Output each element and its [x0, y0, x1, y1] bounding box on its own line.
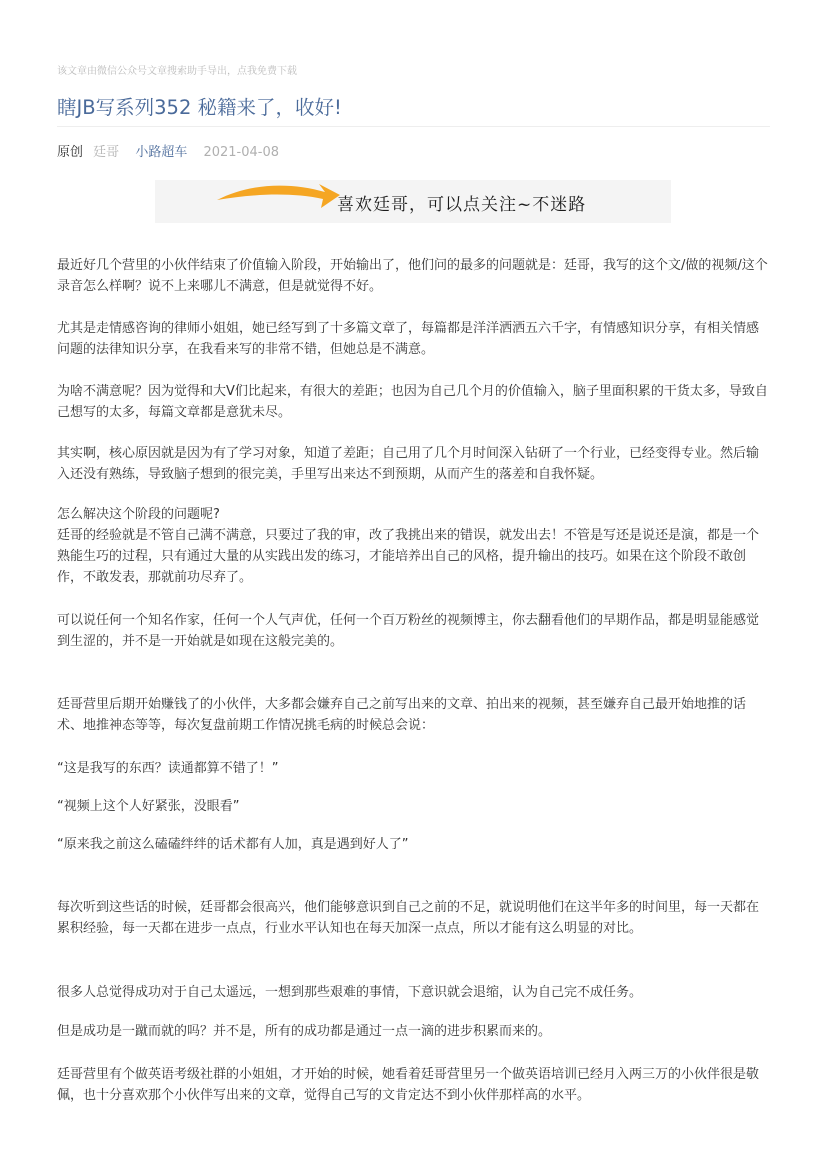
- paragraph: 为啥不满意呢？因为觉得和大V们比起来，有很大的差距；也因为自己几个月的价值输入，脑子里面积累的干货太多，导致自己想写的太多，每篇文章都是意犹未尽。: [57, 384, 768, 420]
- quote: “这是我写的东西？读通都算不错了！”: [57, 761, 279, 776]
- paragraph: 最近好几个营里的小伙伴结束了价值输入阶段，开始输出了，他们问的最多的问题就是：廷哥，我写的这个文/做的视频/这个录音怎么样啊？说不上来哪儿不满意，但是就觉得不好。: [57, 258, 768, 294]
- quote: “原来我之前这么磕磕绊绊的话术都有人加，真是遇到好人了”: [57, 837, 409, 852]
- paragraph: 怎么解决这个阶段的问题呢?: [57, 507, 220, 522]
- paragraph: 但是成功是一蹴而就的吗？并不是，所有的成功都是通过一点一滴的进步积累而来的。: [57, 1024, 552, 1039]
- paragraph: 可以说任何一个知名作家，任何一个人气声优，任何一个百万粉丝的视频博主，你去翻看他们的早期作品，都是明显能感觉到生涩的，并不是一开始就是如现在这般完美的。: [57, 613, 760, 649]
- title-divider: [57, 126, 770, 127]
- account-name-link[interactable]: 小路超车: [135, 145, 188, 160]
- paragraph: 廷哥营里有个做英语考级社群的小姐姐，才开始的时候，她看着廷哥营里另一个做英语培训已经月入两三万的小伙伴很是敬佩，也十分喜欢那个小伙伴写出来的文章，觉得自己写的文肯定达不到小伙伴那样高的水平。: [57, 1067, 760, 1103]
- article-meta: [57, 141, 291, 160]
- article-title: 瞎JB写系列352 秘籍来了，收好!: [57, 96, 342, 119]
- paragraph: 很多人总觉得成功对于自己太遥远，一想到那些艰难的事情，下意识就会退缩，认为自己完不成任务。: [57, 985, 643, 1000]
- quote: “视频上这个人好紧张，没眼看”: [57, 799, 240, 814]
- paragraph: 廷哥营里后期开始赚钱了的小伙伴，大多都会嫌弃自己之前写出来的文章、拍出来的视频，甚至嫌弃自己最开始地推的话术、地推神态等等，每次复盘前期工作情况挑毛病的时候总会说：: [57, 697, 747, 733]
- paragraph: 廷哥的经验就是不管自己满不满意，只要过了我的审，改了我挑出来的错误，就发出去！不管是写还是说还是演，都是一个熟能生巧的过程，只有通过大量的从实践出发的练习，才能培养出自己的风格，提升输出的技巧。如果在这个阶段不敢创作，不敢发表，那就前功尽弃了。: [57, 528, 760, 585]
- original-label: 原创: [57, 145, 84, 160]
- export-notice-link[interactable]: 该文章由微信公众号文章搜索助手导出，点我免费下载: [57, 66, 297, 77]
- publish-date: 2021-04-08: [203, 145, 280, 160]
- paragraph: 尤其是走情感咨询的律师小姐姐，她已经写到了十多篇文章了，每篇都是洋洋洒洒五六千字，有情感知识分享，有相关情感问题的法律知识分享，在我看来写的非常不错，但她总是不满意。: [57, 321, 760, 357]
- follow-banner-image: [155, 180, 671, 223]
- author-name: 廷哥: [93, 145, 120, 160]
- paragraph: 其实啊，核心原因就是因为有了学习对象，知道了差距；自己用了几个月时间深入钻研了一个行业，已经变得专业。然后输入还没有熟练，导致脑子想到的很完美，手里写出来达不到预期，从而产生的落差和自我怀疑。: [57, 446, 760, 482]
- banner-text: 喜欢廷哥，可以点关注~不迷路: [337, 195, 587, 215]
- paragraph: 每次听到这些话的时候，廷哥都会很高兴，他们能够意识到自己之前的不足，就说明他们在这半年多的时间里，每一天都在累积经验，每一天都在进步一点点，行业水平认知也在每天加深一点点，所以才能有这么明显的对比。: [57, 900, 760, 936]
